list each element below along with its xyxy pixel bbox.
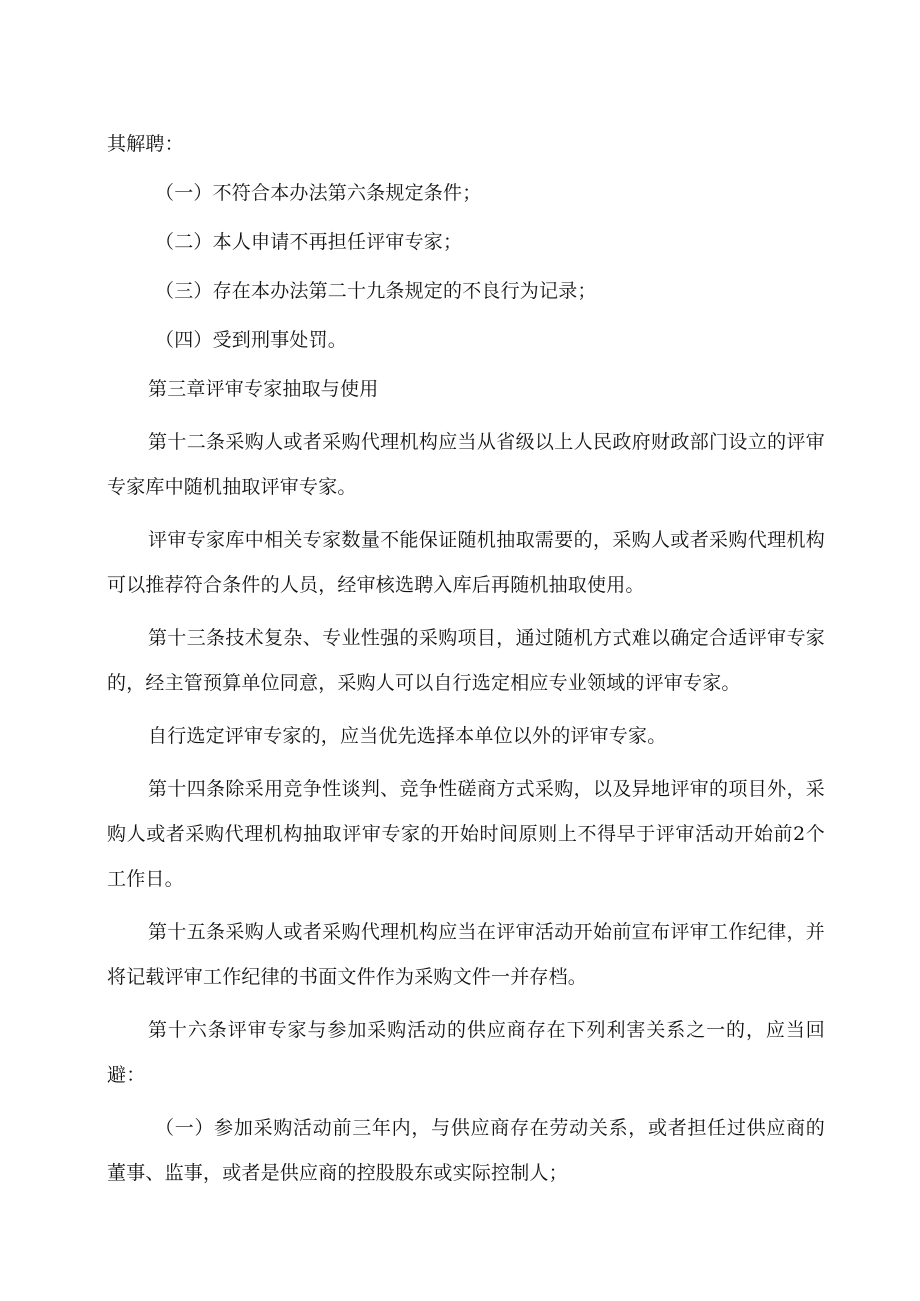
article-paragraph: 评审专家库中相关专家数量不能保证随机抽取需要的，采购人或者采购代理机构可以推荐符合条件的人员，经审核选聘入库后再随机抽取使用。 (107, 529, 825, 596)
article-paragraph: 第十五条采购人或者采购代理机构应当在评审活动开始前宣布评审工作纪律，并将记载评审工作纪律的书面文件作为采购文件一并存档。 (107, 921, 825, 988)
list-item: （三）存在本办法第二十九条规定的不良行为记录； (155, 280, 597, 302)
list-item: （一）参加采购活动前三年内，与供应商存在劳动关系，或者担任过供应商的董事、监事，或者是供应商的控股股东或实际控制人； (107, 1117, 825, 1184)
list-item: （二）本人申请不再担任评审专家； (155, 231, 463, 253)
article-paragraph: 第十三条技术复杂、专业性强的采购项目，通过随机方式难以确定合适评审专家的，经主管预算单位同意，采购人可以自行选定相应专业领域的评审专家。 (107, 627, 825, 694)
article-paragraph: 第十二条采购人或者采购代理机构应当从省级以上人民政府财政部门设立的评审专家库中随机抽取评审专家。 (107, 431, 825, 498)
paragraph-continuation: 其解聘： (107, 133, 184, 155)
article-paragraph: 自行选定评审专家的，应当优先选择本单位以外的评审专家。 (148, 725, 667, 747)
list-item: （一）不符合本办法第六条规定条件； (155, 182, 482, 204)
article-paragraph: 第十四条除采用竞争性谈判、竞争性磋商方式采购，以及异地评审的项目外，采购人或者采购代理机构抽取评审专家的开始时间原则上不得早于评审活动开始前2个工作日。 (107, 778, 825, 890)
chapter-heading: 第三章评审专家抽取与使用 (148, 378, 379, 400)
list-item: （四）受到刑事处罚。 (155, 329, 348, 351)
article-paragraph: 第十六条评审专家与参加采购活动的供应商存在下列利害关系之一的，应当回避： (107, 1019, 825, 1086)
document-body (107, 122, 825, 1196)
